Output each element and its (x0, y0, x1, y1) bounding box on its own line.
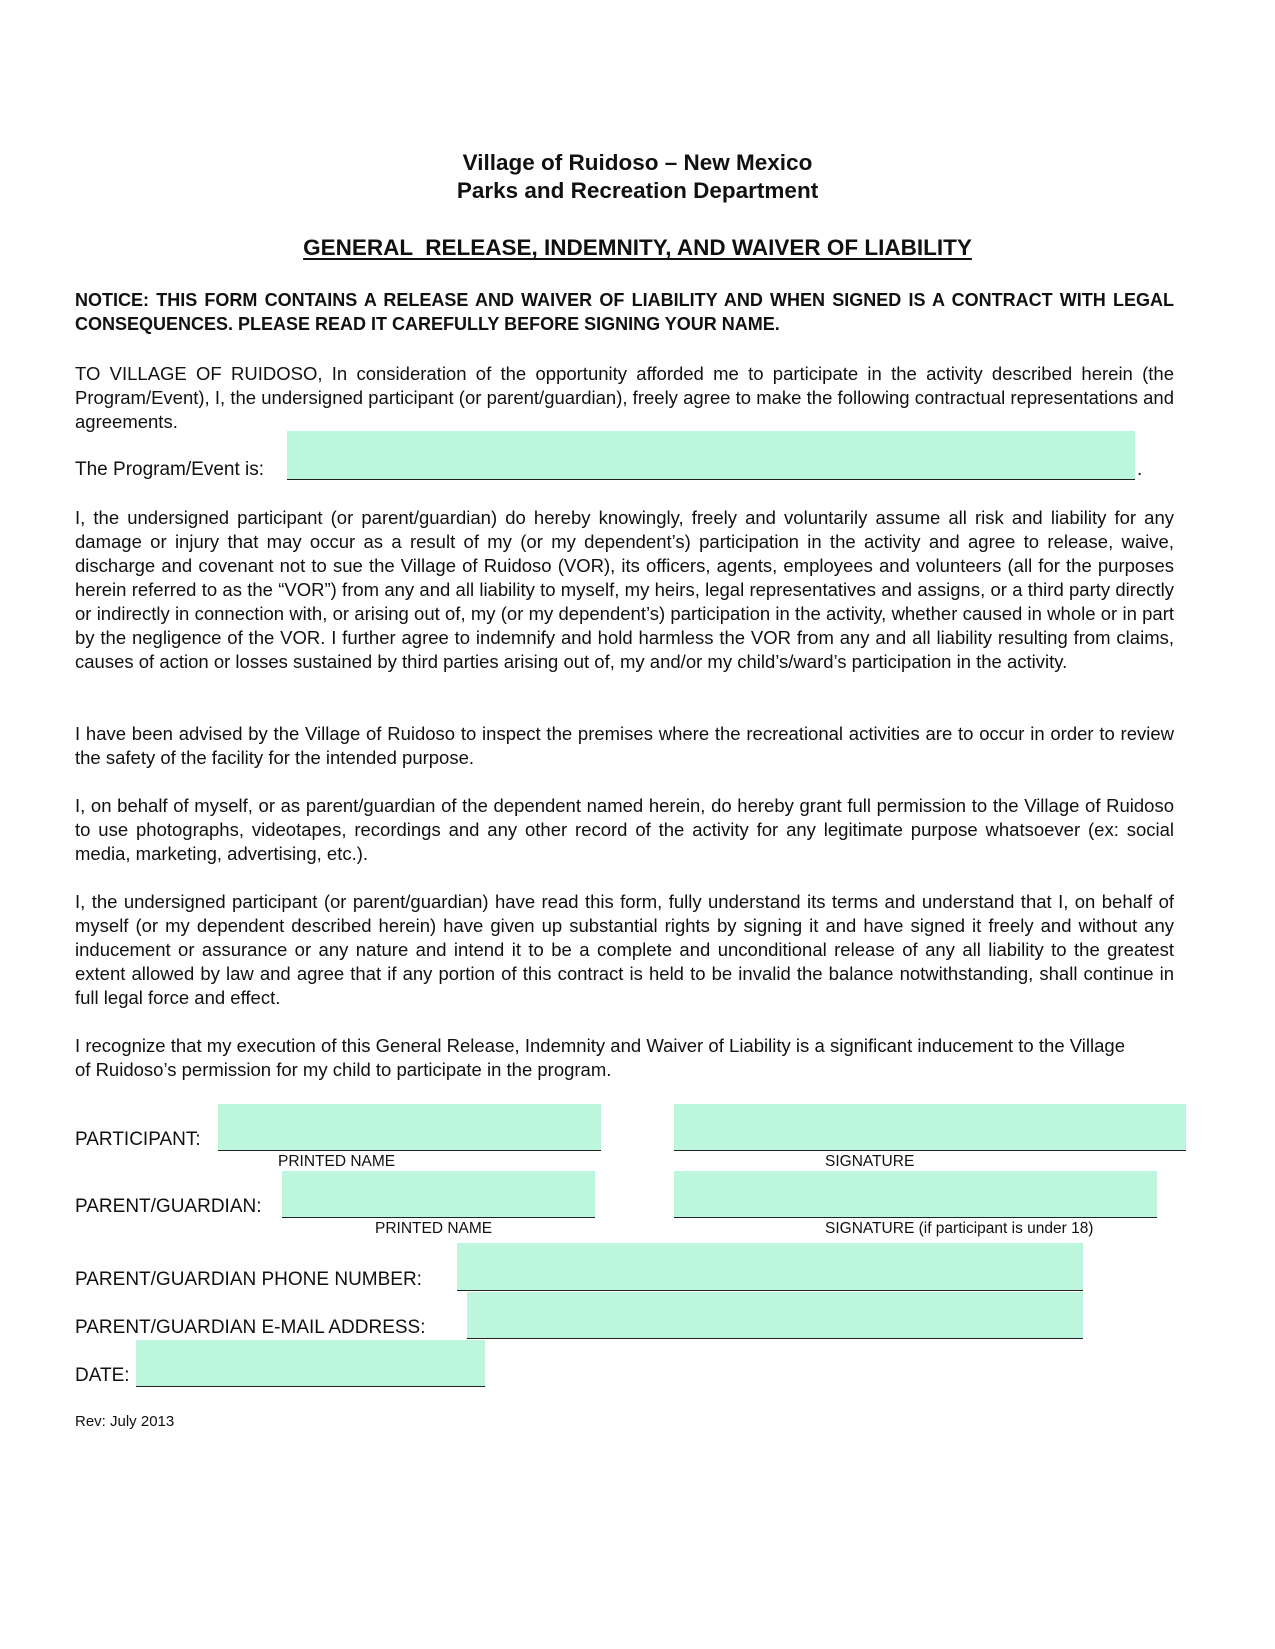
header-line-1: Village of Ruidoso – New Mexico (462, 150, 813, 175)
guardian-signature-caption: SIGNATURE (if participant is under 18) (825, 1220, 1094, 1237)
guardian-printed-name-field[interactable] (282, 1171, 595, 1218)
guardian-signature-field[interactable] (674, 1171, 1157, 1218)
phone-number-field[interactable] (457, 1243, 1083, 1291)
inspection-paragraph: I have been advised by the Village of Ruidoso to inspect the premises where the recreational activities are to occur in order to review the safety of the facility for the intended purpose. (75, 723, 1174, 768)
guardian-printed-name-caption: PRINTED NAME (375, 1220, 493, 1237)
acknowledgement-paragraph: I, the undersigned participant (or parent/guardian) have read this form, fully understand its terms and understand that I, on behalf of myself (or my dependent described herein) have given up substantial rights by signing it and have signed it freely and without any inducement or assurance or any nature and intend it to be a complete and unconditional release of any all liability to the greatest extent allowed by law and agree that if any portion of this contract is held to be invalid the balance notwithstanding, shall continue in full legal force and effect. (75, 891, 1174, 1008)
notice-text: NOTICE: THIS FORM CONTAINS A RELEASE AND WAIVER OF LIABILITY AND WHEN SIGNED IS A CONTRACT WITH LEGAL CONSEQUENCES. PLEASE READ IT CAREFULLY BEFORE SIGNING YOUR NAME. (75, 290, 1174, 334)
participant-label: PARTICIPANT: (75, 1129, 201, 1150)
participant-signature-caption: SIGNATURE (825, 1153, 915, 1170)
program-label: The Program/Event is: (75, 459, 265, 480)
date-field[interactable] (136, 1340, 485, 1387)
date-label: DATE: (75, 1365, 130, 1386)
participant-signature-field[interactable] (674, 1104, 1186, 1151)
document-title-text: GENERAL RELEASE, INDEMNITY, AND WAIVER OF LIABILITY (303, 235, 972, 260)
program-event-field[interactable] (287, 431, 1135, 480)
intro-paragraph: TO VILLAGE OF RUIDOSO, In consideration of the opportunity afforded me to participate in the activity described herein (the Program/Event), I, the undersigned participant (or parent/guardian), freely agree to make the following contractual representations and agreements. (75, 363, 1174, 432)
header-line-2: Parks and Recreation Department (456, 178, 819, 203)
participant-printed-name-caption: PRINTED NAME (278, 1153, 396, 1170)
document-title (0, 235, 1275, 261)
phone-label: PARENT/GUARDIAN PHONE NUMBER: (75, 1269, 422, 1290)
program-trailing-period: . (1137, 459, 1143, 480)
participant-printed-name-field[interactable] (218, 1104, 601, 1151)
email-label: PARENT/GUARDIAN E-MAIL ADDRESS: (75, 1317, 426, 1338)
media-permission-paragraph: I, on behalf of myself, or as parent/guardian of the dependent named herein, do hereby grant full permission to the Village of Ruidoso to use photographs, videotapes, recordings and any other record of the activity for any legitimate purpose whatsoever (ex: social media, marketing, advertising, etc.). (75, 795, 1174, 864)
guardian-label: PARENT/GUARDIAN: (75, 1196, 262, 1217)
email-address-field[interactable] (467, 1292, 1083, 1339)
inducement-paragraph: I recognize that my execution of this General Release, Indemnity and Waiver of Liability is a significant inducement to the Village of Ruidoso’s permission for my child to participate in the program. (75, 1035, 1125, 1080)
assumption-of-risk-paragraph: I, the undersigned participant (or parent/guardian) do hereby knowingly, freely and voluntarily assume all risk and liability for any damage or injury that may occur as a result of my (or my dependent’s) participation in the activity and agree to release, waive, discharge and covenant not to sue the Village of Ruidoso (VOR), its officers, agents, employees and volunteers (all for the purposes herein referred to as the “VOR”) from any and all liability to myself, my heirs, legal representatives and assigns, or a third party directly or indirectly in connection with, or arising out of, my (or my dependent’s) participation in the activity, whether caused in whole or in part by the negligence of the VOR. I further agree to indemnify and hold harmless the VOR from any and all liability resulting from claims, causes of action or losses sustained by third parties arising out of, my and/or my child’s/ward’s participation in the activity. (75, 507, 1174, 672)
revision-note: Rev: July 2013 (75, 1413, 175, 1430)
